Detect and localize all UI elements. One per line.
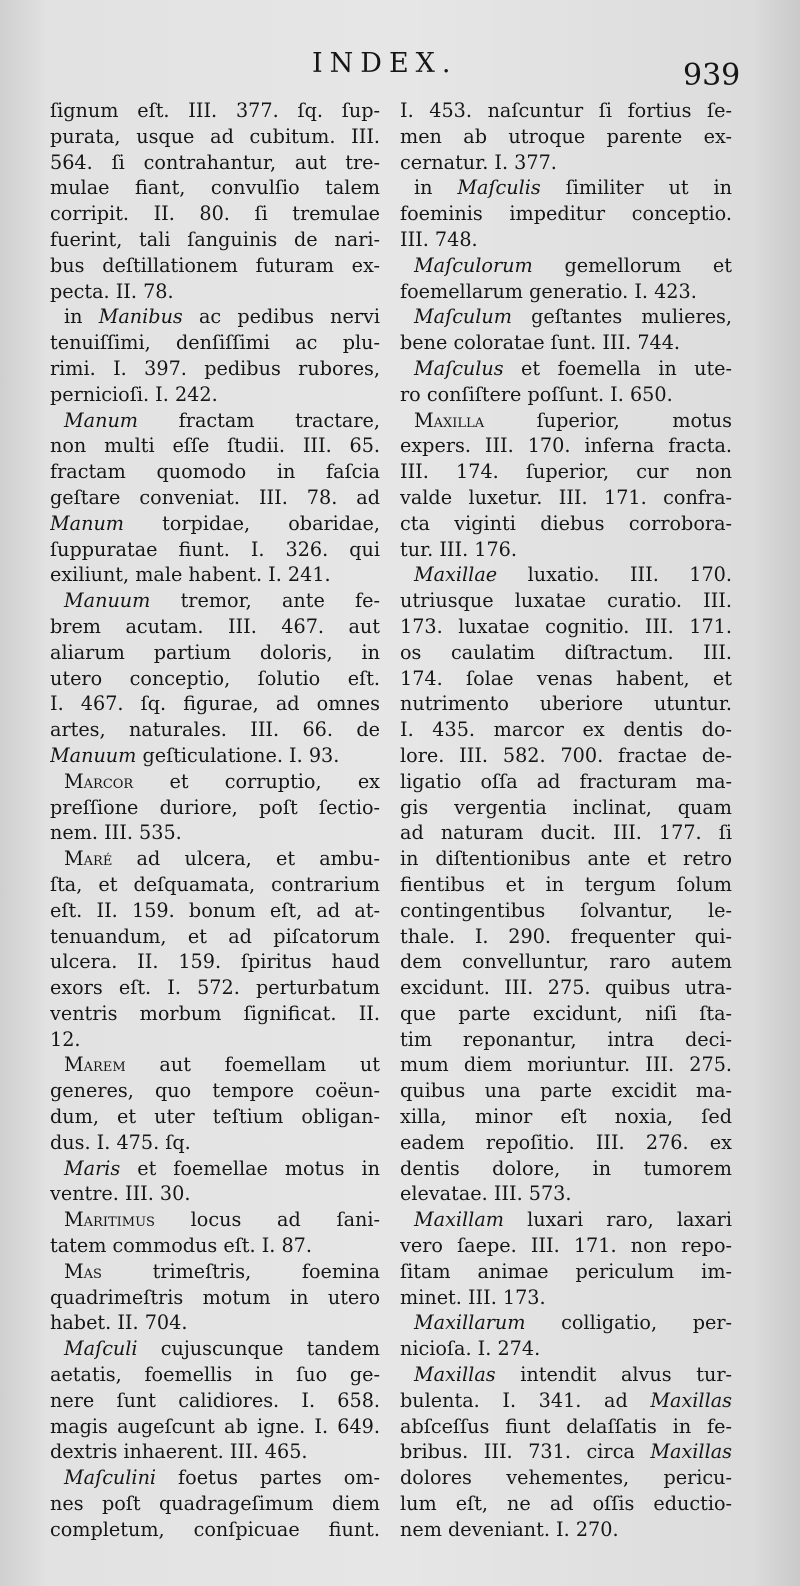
- line-text: que parte excidunt, niſi ſta-: [400, 1001, 732, 1025]
- line-text: ſimiliter ut in: [540, 176, 732, 200]
- line-text: minet. III. 173.: [400, 1285, 546, 1309]
- line-text: cernatur. I. 377.: [400, 150, 557, 174]
- index-headword: Maritimus: [64, 1208, 155, 1232]
- line-text: completum, conſpicuae fiunt.: [50, 1517, 380, 1541]
- index-headword: Maſculum: [414, 305, 512, 329]
- index-line: [400, 898, 732, 924]
- line-text: ad ulcera, et ambu-: [112, 847, 380, 871]
- index-line: [50, 1310, 380, 1336]
- index-line: [400, 330, 732, 356]
- index-headword: Manibus: [98, 305, 183, 329]
- line-text: utriusque luxatae curatio. III.: [400, 589, 732, 613]
- line-text: ad naturam ducit. III. 177. ſi: [400, 821, 732, 845]
- line-text: gis vergentia inclinat, quam: [400, 795, 732, 819]
- line-text: tim reponantur, intra deci-: [400, 1027, 732, 1051]
- index-line: [400, 98, 732, 124]
- index-headword: Maxillam: [414, 1208, 504, 1232]
- index-line: [400, 1285, 732, 1311]
- index-line: [50, 614, 380, 640]
- line-text: dem convelluntur, raro autem: [400, 950, 732, 974]
- index-line: [50, 201, 380, 227]
- index-line: [50, 1001, 380, 1027]
- line-text: 12.: [50, 1027, 81, 1051]
- index-line: [50, 98, 380, 124]
- index-headword: Manuum: [64, 589, 151, 613]
- index-line: [50, 433, 380, 459]
- line-text: geſtare conveniat. III. 78. ad: [50, 485, 380, 509]
- line-text: contingentibus ſolvantur, le-: [400, 898, 732, 922]
- line-text: corripit. II. 80. ſi tremulae: [50, 202, 380, 226]
- index-line: [400, 975, 732, 1001]
- line-text: lum eſt, ne ad oſſis eductio-: [400, 1492, 732, 1516]
- left-column: [50, 98, 380, 1543]
- index-line: [50, 279, 380, 305]
- index-headword: Maxillas: [650, 1388, 732, 1412]
- line-text: in: [64, 305, 99, 329]
- line-text: ſuppuratae fiunt. I. 326. qui: [50, 537, 380, 561]
- index-line: [400, 614, 732, 640]
- line-text: ventre. III. 30.: [50, 1182, 191, 1206]
- line-text: in: [414, 176, 458, 200]
- line-text: geſtantes mulieres,: [511, 305, 732, 329]
- line-text: 173. luxatae cognitio. III. 171.: [400, 614, 732, 638]
- index-headword: Maxillarum: [414, 1311, 526, 1335]
- line-text: luxatio. III. 170.: [497, 563, 732, 587]
- line-text: foemellarum generatio. I. 423.: [400, 279, 697, 303]
- index-line: [400, 1233, 732, 1259]
- index-headword: Maxillas: [650, 1440, 732, 1464]
- index-line: [400, 124, 732, 150]
- index-line: [400, 1181, 732, 1207]
- index-line: [400, 1027, 732, 1053]
- index-line: [50, 1414, 380, 1440]
- index-line: [50, 1439, 380, 1465]
- line-text: generes, quo tempore coëun-: [50, 1079, 380, 1103]
- index-line: [400, 201, 732, 227]
- line-text: III. 748.: [400, 227, 478, 251]
- line-text: exiliunt, male habent. I. 241.: [50, 563, 331, 587]
- index-line: [50, 1233, 380, 1259]
- index-headword: Maris: [64, 1156, 121, 1180]
- line-text: artes, naturales. III. 66. de: [50, 718, 380, 742]
- line-text: tenuiſſimi, denſiſſimi ac plu-: [50, 331, 380, 355]
- index-headword: Marcor: [64, 769, 134, 793]
- index-line: [400, 562, 732, 588]
- index-line: [50, 898, 380, 924]
- line-text: ſitam animae periculum im-: [400, 1259, 732, 1283]
- line-text: bribus. III. 731. circa: [400, 1440, 651, 1464]
- line-text: I. 453. naſcuntur ſi fortius ſe-: [400, 99, 732, 122]
- line-text: ulcera. II. 159. ſpiritus haud: [50, 950, 380, 974]
- index-headword: Mas: [64, 1259, 102, 1283]
- index-line: [50, 1388, 380, 1414]
- line-text: et foemellae motus in: [120, 1156, 380, 1180]
- index-line: [400, 1104, 732, 1130]
- line-text: dentis dolore, in tumorem: [400, 1156, 732, 1180]
- line-text: nicioſa. I. 274.: [400, 1337, 541, 1361]
- index-headword: Manum: [64, 408, 138, 432]
- line-text: quibus una parte excidit ma-: [400, 1079, 732, 1103]
- line-text: trimeſtris, foemina: [101, 1259, 380, 1283]
- line-text: men ab utroque parente ex-: [400, 124, 732, 148]
- index-line: [50, 1517, 380, 1543]
- line-text: ſta, et deſquamata, contrarium: [50, 872, 380, 896]
- line-text: rimi. I. 397. pedibus rubores,: [50, 356, 380, 380]
- line-text: ligatio oſſa ad fracturam ma-: [400, 769, 732, 793]
- index-line: [400, 150, 732, 176]
- index-headword: Marem: [64, 1053, 126, 1077]
- page-header: [0, 48, 800, 98]
- index-line: [400, 537, 732, 563]
- index-headword: Maſculorum: [414, 253, 533, 277]
- line-text: pecta. II. 78.: [50, 279, 174, 303]
- index-line: [400, 820, 732, 846]
- index-headword: Maſculis: [457, 176, 541, 200]
- index-line: [50, 975, 380, 1001]
- line-text: pernicioſi. I. 242.: [50, 382, 218, 406]
- line-text: dolores vehementes, pericu-: [400, 1466, 732, 1490]
- line-text: intendit alvus tur-: [495, 1363, 732, 1387]
- line-text: abſceſſus fiunt delaſſatis in fe-: [400, 1414, 732, 1438]
- index-line: [400, 949, 732, 975]
- index-line: [400, 227, 732, 253]
- line-text: dum, et uter teſtium obligan-: [50, 1105, 380, 1129]
- line-text: xilla, minor eſt noxia, ſed: [400, 1105, 732, 1129]
- line-text: tur. III. 176.: [400, 537, 517, 561]
- index-line: [50, 691, 380, 717]
- index-line: [400, 717, 732, 743]
- index-line: [50, 253, 380, 279]
- line-text: et corruptio, ex: [133, 769, 380, 793]
- line-text: gemellorum et: [532, 253, 732, 277]
- line-text: locus ad ſani-: [154, 1208, 380, 1232]
- index-line: [400, 433, 732, 459]
- index-line: [50, 1130, 380, 1156]
- line-text: aut foemellam ut: [125, 1053, 380, 1077]
- index-line: [50, 1078, 380, 1104]
- index-line: [400, 1439, 732, 1465]
- index-line: [400, 795, 732, 821]
- index-line: [400, 1156, 732, 1182]
- index-line: [50, 330, 380, 356]
- index-line: [50, 408, 380, 434]
- index-line: [400, 511, 732, 537]
- line-text: tremor, ante fe-: [150, 589, 380, 613]
- index-line: [400, 1052, 732, 1078]
- line-text: bene coloratae ſunt. III. 744.: [400, 331, 681, 355]
- index-line: [400, 872, 732, 898]
- line-text: mum diem moriuntur. III. 275.: [400, 1053, 732, 1077]
- index-line: [50, 537, 380, 563]
- index-line: [400, 588, 732, 614]
- line-text: fractam tractare,: [138, 408, 380, 432]
- index-line: [50, 1336, 380, 1362]
- line-text: fientibus et in tergum ſolum: [400, 872, 732, 896]
- line-text: I. 467. ſq. figurae, ad omnes: [50, 692, 380, 716]
- index-line: [50, 511, 380, 537]
- line-text: colligatio, per-: [525, 1311, 732, 1335]
- line-text: cujuscunque tandem: [137, 1337, 380, 1361]
- index-headword: Maxillas: [414, 1363, 496, 1387]
- index-headword: Maſculus: [414, 356, 504, 380]
- index-line: [400, 175, 732, 201]
- index-line: [50, 150, 380, 176]
- index-line: [50, 743, 380, 769]
- index-line: [400, 253, 732, 279]
- line-text: thale. I. 290. frequenter qui-: [400, 924, 732, 948]
- line-text: non multi eſſe ſtudii. III. 65.: [50, 434, 380, 458]
- running-head: INDEX.: [312, 48, 458, 79]
- index-line: [400, 1362, 732, 1388]
- right-column: [400, 98, 732, 1543]
- index-line: [50, 1156, 380, 1182]
- index-line: [400, 1336, 732, 1362]
- index-line: [400, 640, 732, 666]
- index-line: [400, 924, 732, 950]
- index-line: [400, 1465, 732, 1491]
- line-text: fractam quomodo in faſcia: [50, 460, 380, 484]
- index-line: [400, 485, 732, 511]
- index-line: [50, 717, 380, 743]
- line-text: nem. III. 535.: [50, 821, 182, 845]
- index-line: [400, 1259, 732, 1285]
- line-text: nere ſunt calidiores. I. 658.: [50, 1388, 380, 1412]
- index-line: [400, 459, 732, 485]
- line-text: et foemella in ute-: [503, 356, 732, 380]
- index-line: [50, 820, 380, 846]
- line-text: valde luxetur. III. 171. confra-: [400, 485, 732, 509]
- index-line: [400, 1491, 732, 1517]
- index-headword: Maxillae: [414, 563, 498, 587]
- index-line: [400, 691, 732, 717]
- index-line: [400, 1388, 732, 1414]
- line-text: utero conceptio, ſolutio eſt.: [50, 666, 380, 690]
- line-text: dextris inhaerent. III. 465.: [50, 1440, 308, 1464]
- line-text: purata, usque ad cubitum. III.: [50, 124, 380, 148]
- line-text: expers. III. 170. inferna fracta.: [400, 434, 732, 458]
- line-text: eſt. II. 159. bonum eſt, ad at-: [50, 898, 380, 922]
- index-line: [50, 356, 380, 382]
- index-line: [50, 1052, 380, 1078]
- index-headword: Maſculi: [64, 1337, 138, 1361]
- line-text: aliarum partium doloris, in: [50, 640, 380, 664]
- line-text: 174. ſolae venas habent, et: [400, 666, 732, 690]
- index-headword: Manuum: [50, 743, 137, 767]
- line-text: foeminis impeditur conceptio.: [400, 202, 732, 226]
- index-headword: Maxilla: [414, 408, 485, 432]
- index-line: [400, 1078, 732, 1104]
- line-text: ſuperior, motus: [484, 408, 732, 432]
- index-line: [400, 279, 732, 305]
- index-line: [50, 124, 380, 150]
- page-number: 939: [683, 58, 741, 93]
- index-line: [50, 795, 380, 821]
- line-text: fuerint, tali ſanguinis de nari-: [50, 227, 380, 251]
- index-headword: Manum: [50, 511, 124, 535]
- index-line: [400, 1001, 732, 1027]
- line-text: habet. II. 704.: [50, 1311, 188, 1335]
- index-line: [400, 769, 732, 795]
- index-line: [50, 562, 380, 588]
- line-text: bulenta. I. 341. ad: [400, 1388, 651, 1412]
- index-line: [50, 769, 380, 795]
- index-headword: Maſculini: [64, 1466, 157, 1490]
- index-line: [50, 1181, 380, 1207]
- line-text: eadem repoſitio. III. 276. ex: [400, 1130, 732, 1154]
- line-text: torpidae, obaridae,: [124, 511, 380, 535]
- index-line: [50, 924, 380, 950]
- line-text: preſſione duriore, poſt ſectio-: [50, 795, 380, 819]
- index-line: [50, 949, 380, 975]
- index-line: [50, 1207, 380, 1233]
- line-text: cta viginti diebus corrobora-: [400, 511, 732, 535]
- line-text: ſignum eſt. III. 377. ſq. ſup-: [50, 99, 380, 122]
- line-text: nem deveniant. I. 270.: [400, 1517, 619, 1541]
- line-text: mulae fiant, convulſio talem: [50, 176, 380, 200]
- line-text: brem acutam. III. 467. aut: [50, 614, 380, 638]
- index-line: [400, 666, 732, 692]
- index-line: [400, 1310, 732, 1336]
- line-text: bus deſtillationem futuram ex-: [50, 253, 380, 277]
- line-text: tenuandum, et ad piſcatorum: [50, 924, 380, 948]
- line-text: nutrimento uberiore utuntur.: [400, 692, 732, 716]
- index-line: [50, 1362, 380, 1388]
- index-line: [400, 382, 732, 408]
- index-line: [400, 743, 732, 769]
- index-line: [400, 1207, 732, 1233]
- index-line: [50, 1259, 380, 1285]
- index-line: [50, 227, 380, 253]
- index-line: [400, 408, 732, 434]
- index-line: [50, 1491, 380, 1517]
- index-line: [50, 666, 380, 692]
- line-text: dus. I. 475. ſq.: [50, 1130, 191, 1154]
- index-line: [50, 1104, 380, 1130]
- index-line: [50, 1465, 380, 1491]
- line-text: nes poſt quadrageſimum diem: [50, 1492, 380, 1516]
- index-line: [400, 846, 732, 872]
- index-line: [50, 459, 380, 485]
- index-line: [50, 382, 380, 408]
- line-text: ventris morbum ſignificat. II.: [50, 1001, 380, 1025]
- line-text: excidunt. III. 275. quibus utra-: [400, 976, 732, 1000]
- line-text: ro conſiſtere poſſunt. I. 650.: [400, 382, 673, 406]
- line-text: aetatis, foemellis in ſuo ge-: [50, 1363, 380, 1387]
- line-text: III. 174. ſuperior, cur non: [400, 460, 732, 484]
- index-line: [50, 846, 380, 872]
- line-text: os caulatim diſtractum. III.: [400, 640, 732, 664]
- line-text: lore. III. 582. 700. fractae de-: [400, 743, 732, 767]
- index-line: [400, 304, 732, 330]
- line-text: quadrimeſtris motum in utero: [50, 1285, 380, 1309]
- index-line: [50, 872, 380, 898]
- line-text: in diſtentionibus ante et retro: [400, 847, 732, 871]
- line-text: elevatae. III. 573.: [400, 1182, 572, 1206]
- line-text: geſticulatione. I. 93.: [136, 743, 340, 767]
- index-line: [400, 1517, 732, 1543]
- index-headword: Maré: [64, 847, 113, 871]
- line-text: luxari raro, laxari: [503, 1208, 732, 1232]
- index-line: [50, 1285, 380, 1311]
- index-line: [400, 1414, 732, 1440]
- line-text: magis augeſcunt ab igne. I. 649.: [50, 1414, 380, 1438]
- index-line: [50, 485, 380, 511]
- index-line: [50, 175, 380, 201]
- line-text: I. 435. marcor ex dentis do-: [400, 718, 732, 742]
- line-text: tatem commodus eſt. I. 87.: [50, 1234, 312, 1258]
- index-line: [400, 356, 732, 382]
- index-line: [50, 640, 380, 666]
- index-line: [50, 1027, 380, 1053]
- index-line: [400, 1130, 732, 1156]
- line-text: foetus partes om-: [156, 1466, 380, 1490]
- line-text: 564. ſi contrahantur, aut tre-: [50, 150, 380, 174]
- index-line: [50, 304, 380, 330]
- index-line: [50, 588, 380, 614]
- line-text: vero ſaepe. III. 171. non repo-: [400, 1234, 732, 1258]
- line-text: exors eſt. I. 572. perturbatum: [50, 976, 380, 1000]
- line-text: ac pedibus nervi: [182, 305, 380, 329]
